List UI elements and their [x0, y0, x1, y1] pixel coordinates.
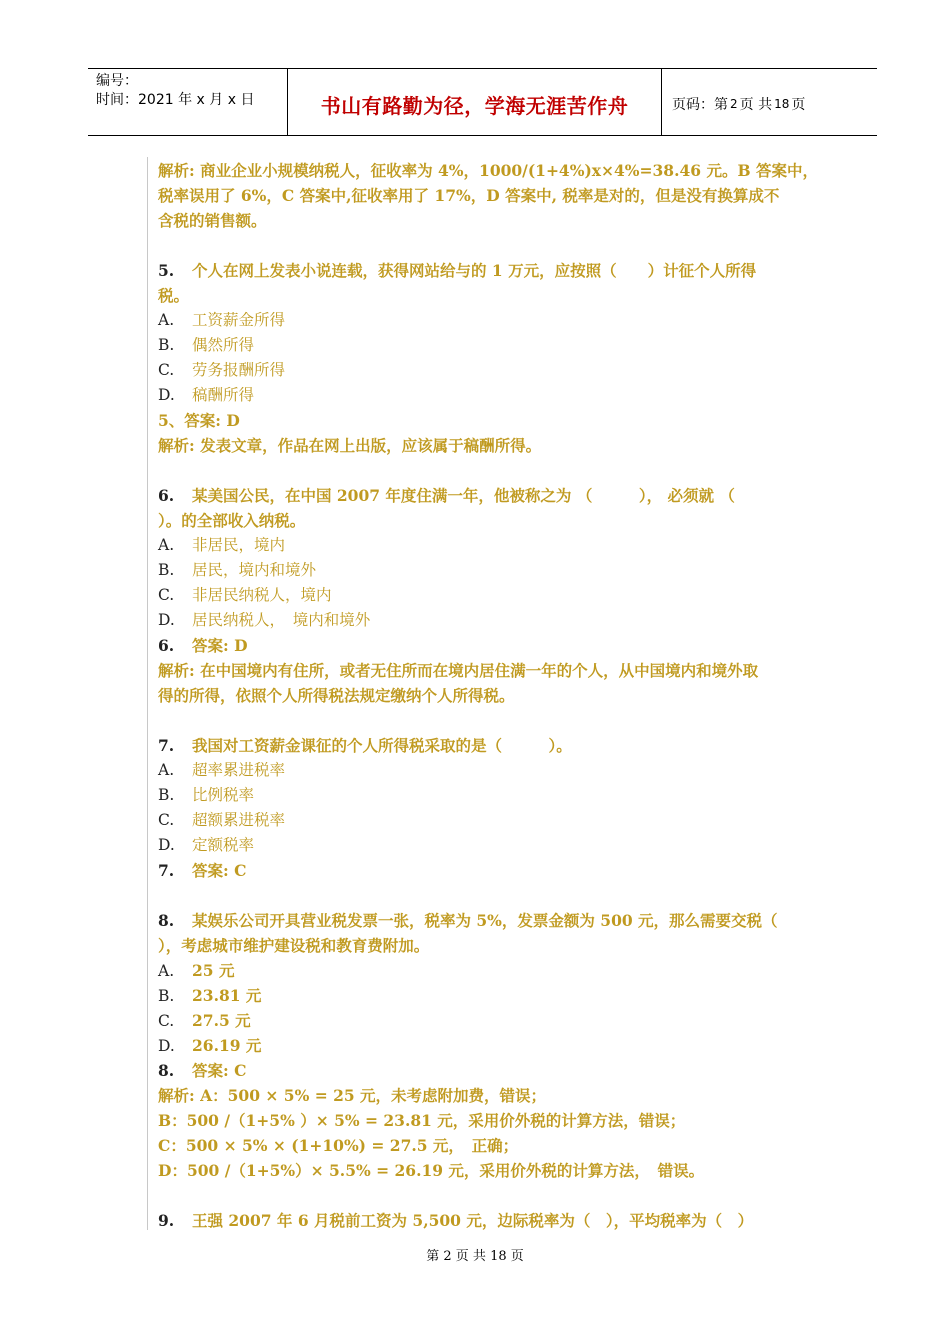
option-d: D. 定额税率 [158, 836, 255, 854]
page-footer [0, 1245, 950, 1264]
question-text-cont: 税。 [158, 286, 190, 305]
option-b: B. 23.81 元 [158, 986, 262, 1005]
option-a: A. 非居民，境内 [158, 536, 286, 554]
option-d: D. 居民纳税人， 境内和境外 [158, 611, 371, 629]
header-date: 时间：2021 年 x 月 x 日 [96, 92, 255, 108]
page-header [88, 68, 877, 136]
option-c: C. 劳务报酬所得 [158, 361, 286, 379]
explanation-line: 解析: 在中国境内有住所，或者无住所而在境内居住满一年的个人，从中国境内和境外取 [158, 661, 759, 680]
question-8 [158, 908, 808, 933]
question-text: 我国对工资薪金课征的个人所得税采取的是（ ）。 [192, 736, 572, 755]
explanation-line: 得的所得，依照个人所得税法规定缴纳个人所得税。 [158, 686, 515, 705]
question-text: 王强 2007 年 6 月税前工资为 5,500 元，边际税率为（ ），平均税率为（ ） [192, 1211, 754, 1230]
option-c: C. 27.5 元 [158, 1011, 251, 1030]
explanation-line: B：500 /（1+5% ）× 5% = 23.81 元，采用价外税的计算方法，错误； [158, 1111, 686, 1130]
option-c: C. 超额累进税率 [158, 811, 286, 829]
footer-suffix: 页 [510, 1249, 524, 1264]
option-d: D. 26.19 元 [158, 1036, 262, 1055]
option-b: B. 比例税率 [158, 786, 255, 804]
question-text: 某美国公民，在中国 2007 年度住满一年，他被称之为 （ ）， 必须就 （ [192, 486, 735, 505]
answer-line: 5、答案: D [158, 411, 240, 430]
question-number: 5. [158, 261, 175, 280]
explanation-line: 含税的销售额。 [158, 211, 267, 230]
header-number-label: 编号： [96, 73, 138, 89]
header-page-mid: 页 共 [739, 97, 773, 113]
option-a: A. 超率累进税率 [158, 761, 286, 779]
question-number: 7. [158, 736, 175, 755]
header-page-info [662, 69, 877, 135]
footer-total: 18 [490, 1249, 507, 1264]
explanation-line: 解析: 商业企业小规模纳税人，征收率为 4%，1000/(1+4%)x×4%=38.46 元。B 答案中， [158, 161, 818, 180]
option-a: A. 25 元 [158, 961, 235, 980]
option-b: B. 居民，境内和境外 [158, 561, 317, 579]
explanation-line: 税率误用了 6%，C 答案中,征收率用了 17%，D 答案中, 税率是对的，但是没有换算成不 [158, 186, 780, 205]
option-b: B. 偶然所得 [158, 336, 255, 354]
question-number: 6. [158, 486, 175, 505]
answer-line: 8. 答案: C [158, 1061, 247, 1080]
question-text: 某娱乐公司开具营业税发票一张，税率为 5%，发票金额为 500 元，那么需要交税（ [192, 911, 778, 930]
footer-page-num: 2 [443, 1249, 452, 1264]
footer-prefix: 第 [426, 1249, 440, 1264]
question-number: 9. [158, 1211, 175, 1230]
explanation-line: C：500 × 5% × (1+10%) = 27.5 元， 正确； [158, 1136, 519, 1155]
question-number: 8. [158, 911, 175, 930]
explanation-line: D：500 /（1+5%）× 5.5% = 26.19 元，采用价外税的计算方法， 错误。 [158, 1161, 705, 1180]
header-page-total: 18 [774, 97, 790, 111]
question-7 [158, 733, 808, 758]
left-margin-line [147, 157, 148, 1230]
explanation-line: 解析: 发表文章，作品在网上出版，应该属于稿酬所得。 [158, 436, 542, 455]
answer-line: 7. 答案: C [158, 861, 247, 880]
header-page-num: 2 [730, 97, 738, 111]
option-c: C. 非居民纳税人，境内 [158, 586, 332, 604]
explanation-line: 解析: A：500 × 5% = 25 元，未考虑附加费，错误； [158, 1086, 547, 1105]
question-text-cont: ），考虑城市维护建设税和教育费附加。 [158, 936, 430, 955]
question-text-cont: ）。的全部收入纳税。 [158, 511, 306, 530]
header-motto: 书山有路勤为径，学海无涯苦作舟 [288, 69, 662, 135]
footer-mid: 页 共 [455, 1249, 486, 1264]
question-6 [158, 483, 808, 508]
option-a: A. 工资薪金所得 [158, 311, 286, 329]
document-body [158, 158, 818, 1233]
question-text: 个人在网上发表小说连载，获得网站给与的 1 万元，应按照（ ）计征个人所得 [192, 261, 757, 280]
option-d: D. 稿酬所得 [158, 386, 255, 404]
answer-line: 6. 答案: D [158, 636, 248, 655]
question-5 [158, 258, 808, 283]
question-9 [158, 1208, 808, 1233]
header-page-suffix: 页 [791, 97, 806, 113]
header-meta [88, 69, 288, 135]
header-page-prefix: 页码：第 [672, 97, 728, 113]
